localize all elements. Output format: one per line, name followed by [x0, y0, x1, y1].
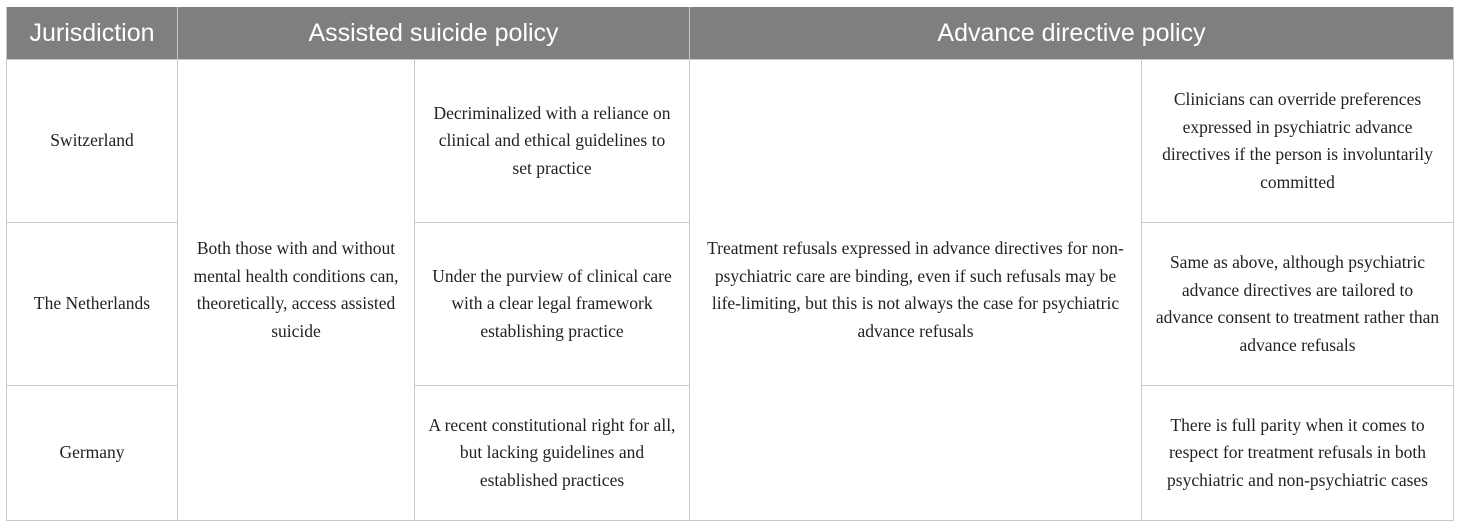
table-row [7, 60, 1454, 223]
advance-directive-cell: Same as above, although psychiatric advance directives are tailored to advance consent to treatment rather than advance refusals [1142, 223, 1454, 386]
advance-directive-cell: There is full parity when it comes to respect for treatment refusals in both psychiatric and non-psychiatric cases [1142, 386, 1454, 521]
header-assisted-suicide-policy: Assisted suicide policy [178, 7, 690, 60]
header-advance-directive-policy: Advance directive policy [690, 7, 1454, 60]
advance-directive-cell: Clinicians can override preferences expressed in psychiatric advance directives if the person is involuntarily committed [1142, 60, 1454, 223]
policy-comparison-table [6, 7, 1454, 521]
jurisdiction-cell: Germany [7, 386, 178, 521]
advance-directive-shared-cell: Treatment refusals expressed in advance directives for non-psychiatric care are binding, even if such refusals may be life-limiting, but this is not always the case for psychiatric advance refusals [690, 60, 1142, 521]
assisted-suicide-shared-cell: Both those with and without mental health conditions can, theoretically, access assisted suicide [178, 60, 415, 521]
assisted-suicide-cell: Under the purview of clinical care with a clear legal framework establishing practice [415, 223, 690, 386]
header-jurisdiction: Jurisdiction [7, 7, 178, 60]
header-row [7, 7, 1454, 60]
assisted-suicide-cell: Decriminalized with a reliance on clinical and ethical guidelines to set practice [415, 60, 690, 223]
jurisdiction-cell: Switzerland [7, 60, 178, 223]
table-body [7, 60, 1454, 521]
assisted-suicide-cell: A recent constitutional right for all, but lacking guidelines and established practices [415, 386, 690, 521]
table-header [7, 7, 1454, 60]
jurisdiction-cell: The Netherlands [7, 223, 178, 386]
